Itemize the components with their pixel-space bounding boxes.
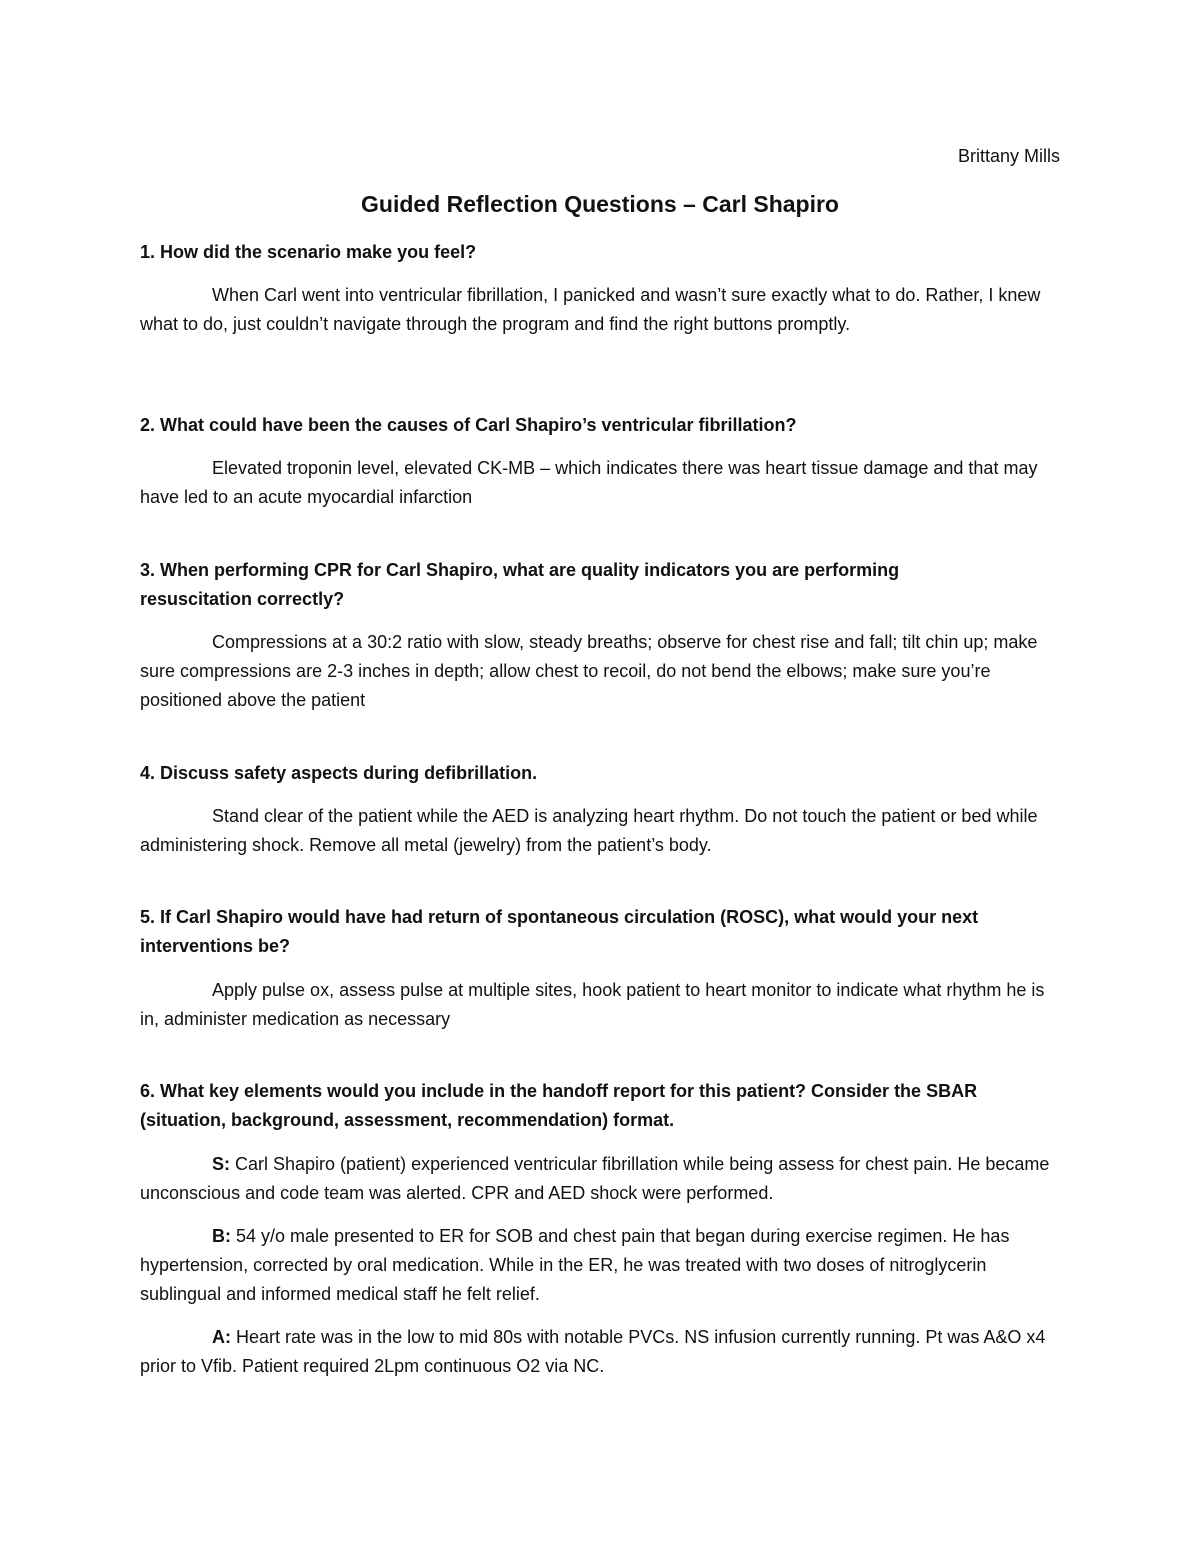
question-5: 5. If Carl Shapiro would have had return of spontaneous circulation (ROSC), what would your next interventions be? [140,907,979,956]
sbar-assessment-label: A: [212,1327,231,1347]
question-1: 1. How did the scenario make you feel? [140,242,477,262]
sbar-background-text: 54 y/o male presented to ER for SOB and chest pain that began during exercise regimen. He has hypertension, corrected by oral medication. While in the ER, he was treated with two doses of nitroglycerin sublingual and informed medical staff he felt relief. [140,1226,1010,1304]
answer-4: Stand clear of the patient while the AED is analyzing heart rhythm. Do not touch the patient or bed while administering shock. Remove all metal (jewelry) from the patient’s body. [140,806,1038,855]
sbar-situation [140,1150,1060,1208]
question-2: 2. What could have been the causes of Carl Shapiro’s ventricular fibrillation? [140,415,797,435]
sbar-situation-text: Carl Shapiro (patient) experienced ventricular fibrillation while being assess for chest pain. He became unconscious and code team was alerted. CPR and AED shock were performed. [140,1154,1050,1203]
author-name: Brittany Mills [957,146,1060,166]
sbar-situation-label: S: [212,1154,230,1174]
answer-3: Compressions at a 30:2 ratio with slow, steady breaths; observe for chest rise and fall; tilt chin up; make sure compressions are 2-3 inches in depth; allow chest to recoil, do not bend the elbows; make sure you’re positioned above the patient [140,632,1038,710]
sbar-assessment [140,1323,1060,1381]
answer-1: When Carl went into ventricular fibrillation, I panicked and wasn’t sure exactly what to do. Rather, I knew what to do, just couldn’t navigate through the program and find the right buttons promptly. [140,285,1041,334]
document-title: Guided Reflection Questions – Carl Shapiro [361,191,839,217]
sbar-assessment-text: Heart rate was in the low to mid 80s with notable PVCs. NS infusion currently running. Pt was A&O x4 prior to Vfib. Patient required 2Lpm continuous O2 via NC. [140,1327,1046,1376]
answer-5: Apply pulse ox, assess pulse at multiple sites, hook patient to heart monitor to indicate what rhythm he is in, administer medication as necessary [140,980,1045,1029]
sbar-background [140,1222,1060,1309]
sbar-background-label: B: [212,1226,231,1246]
answer-2: Elevated troponin level, elevated CK-MB – which indicates there was heart tissue damage and that may have led to an acute myocardial infarction [140,458,1038,507]
question-3: 3. When performing CPR for Carl Shapiro, what are quality indicators you are performing resuscitation correctly? [140,560,900,609]
question-6: 6. What key elements would you include in the handoff report for this patient? Consider the SBAR (situation, background, assessment, recommendation) format. [140,1081,978,1130]
question-4: 4. Discuss safety aspects during defibrillation. [140,763,538,783]
